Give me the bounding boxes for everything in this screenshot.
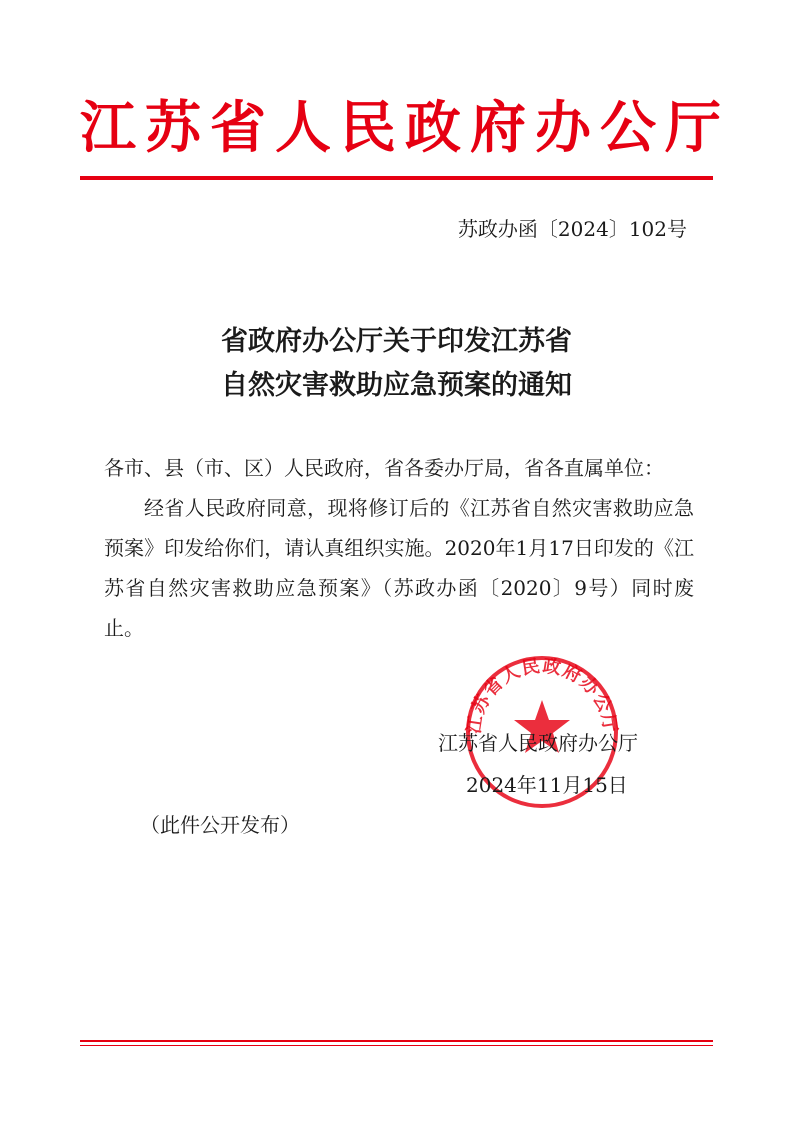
footer-red-rule-bottom xyxy=(80,1045,713,1046)
seal-text: 江苏省人民政府办公厅 xyxy=(463,655,621,736)
issue-date: 2024年11月15日 xyxy=(466,773,628,797)
issuer-name: 江苏省人民政府办公厅 xyxy=(438,731,638,755)
document-title-line-1: 省政府办公厅关于印发江苏省 xyxy=(221,326,572,357)
body-paragraph: 经省人民政府同意，现将修订后的《江苏省自然灾害救助应急预案》印发给你们，请认真组织实施。2020年1月17日印发的《江苏省自然灾害救助应急预案》（苏政办函〔2020〕9号）同时废止。 xyxy=(104,496,694,640)
publication-note: （此件公开发布） xyxy=(140,813,300,837)
header-red-rule xyxy=(80,176,713,180)
document-title-line-2: 自然灾害救助应急预案的通知 xyxy=(221,370,572,401)
document-number: 苏政办函〔2024〕102号 xyxy=(457,217,687,241)
header-title: 江苏省人民政府办公厅 xyxy=(80,95,730,161)
salutation: 各市、县（市、区）人民政府，省各委办厅局，省各直属单位： xyxy=(104,456,664,480)
footer-red-rule-top xyxy=(80,1040,713,1042)
